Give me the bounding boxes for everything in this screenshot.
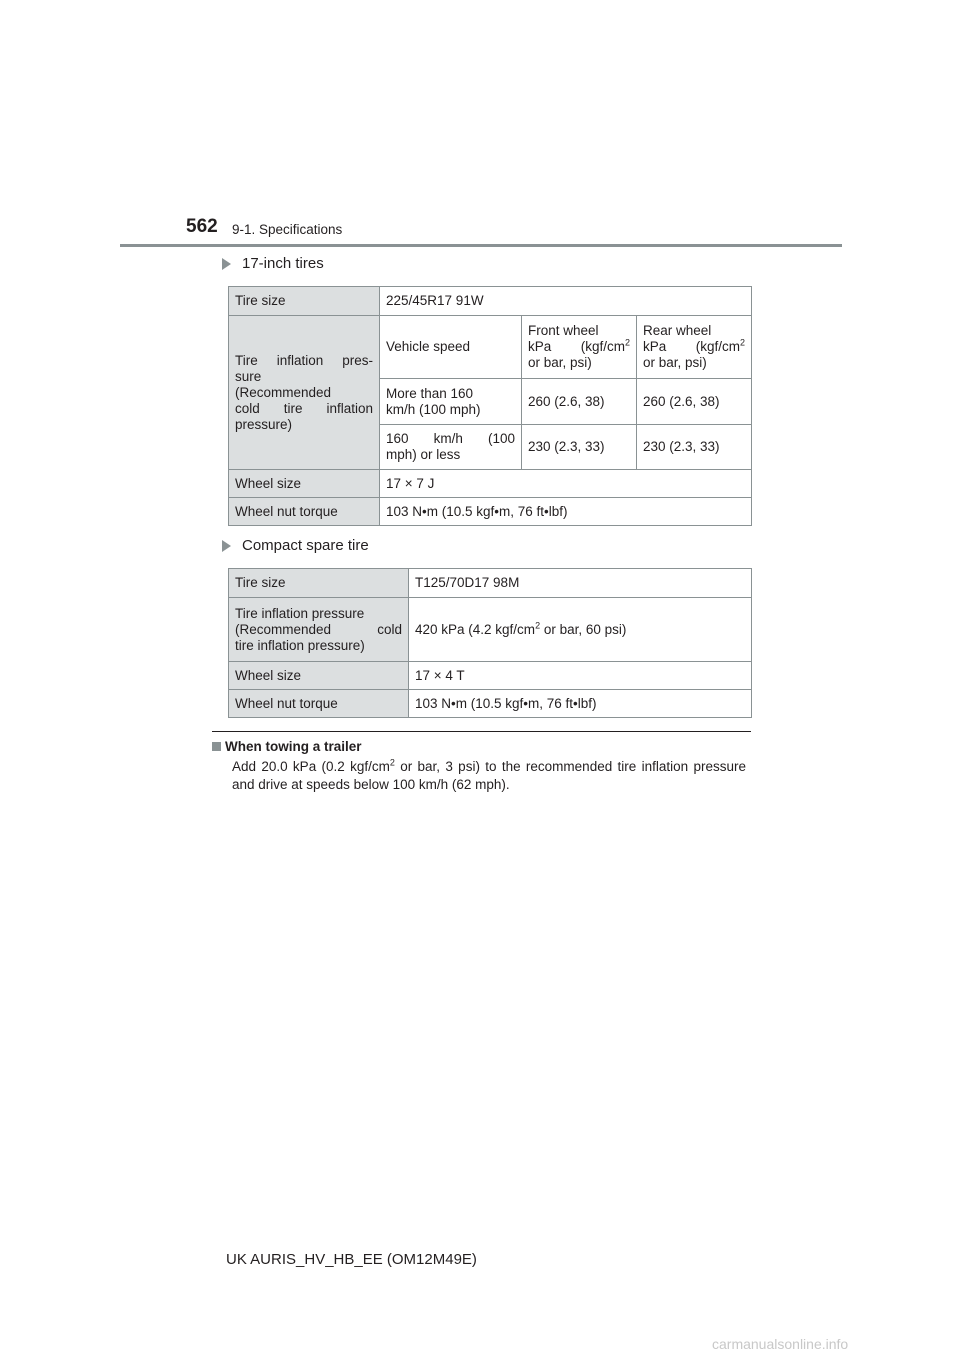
footer-model: UK AURIS_HV_HB_EE (OM12M49E) [226,1251,477,1268]
header-line: or bar, psi) [528,355,592,370]
pressure-value: 420 kPa (4.2 kgf/$cm^2$ or bar, 60 psi) [409,598,752,662]
note-divider [212,731,751,732]
wheel-size-label: Wheel size [229,662,409,690]
note-body: Add 20.0 kPa (0.2 kgf/$cm^2$ or bar, 3 psi) to the recommended tire inflation pressure and drive at speeds below 100 km/h (62 mph). [232,757,746,792]
nut-torque-value: 103 N•m (10.5 kgf•m, 76 ft•lbf) [380,498,752,526]
wheel-size-value: 17 × 7 J [380,470,752,498]
speed-cell: More than 160 km/h (100 mph) [380,379,522,425]
header-line: Front wheel [528,323,599,338]
front-pressure-cell: 230 (2.3, 33) [522,425,637,470]
table-row [229,598,752,662]
tire-size-label: Tire size [229,569,409,598]
pressure-label [229,598,409,662]
header-line: or bar, psi) [643,355,707,370]
tire-size-label: Tire size [229,287,380,316]
subheading-compact-spare [222,537,369,554]
table-row [229,287,752,316]
spec-table-17-inch [228,286,752,526]
pressure-label [229,316,380,470]
front-pressure-cell: 260 (2.6, 38) [522,379,637,425]
triangle-bullet-icon [222,540,231,552]
wheel-size-value: 17 × 4 T [409,662,752,690]
header-line: kPa ($kgf/cm^2$ [528,337,630,354]
note-title [212,739,362,754]
table-row [229,690,752,718]
table-row [229,316,752,379]
subheading-label: 17-inch tires [242,255,324,272]
speed-cell: 160 km/h (100 mph) or less [380,425,522,470]
tire-size-value: T125/70D17 98M [409,569,752,598]
pressure-label-line: Tire inflation pres- [235,352,373,368]
nut-torque-value: 103 N•m (10.5 kgf•m, 76 ft•lbf) [409,690,752,718]
pressure-label-line: Tire inflation pressure [235,605,365,621]
column-header-rear [637,316,752,379]
table-row [229,470,752,498]
nut-torque-label: Wheel nut torque [229,498,380,526]
rear-pressure-cell: 260 (2.6, 38) [637,379,752,425]
header-divider [120,244,842,247]
pressure-label-line: sure [235,368,262,384]
header-line: kPa ($kgf/cm^2$ [643,337,745,354]
pressure-label-line: (Recommended [235,384,332,400]
tire-size-value: 225/45R17 91W [380,287,752,316]
page-number: 562 [186,216,218,237]
pressure-label-line: cold tire inflation [235,400,373,416]
nut-torque-label: Wheel nut torque [229,690,409,718]
wheel-size-label: Wheel size [229,470,380,498]
note-title-text: When towing a trailer [225,739,362,754]
pressure-label-line: pressure) [235,416,293,432]
section-title: 9-1. Specifications [232,222,343,237]
subheading-17-inch [222,255,324,272]
table-row [229,498,752,526]
pressure-label-line: tire inflation pressure) [235,637,365,653]
column-header-speed: Vehicle speed [380,316,522,379]
triangle-bullet-icon [222,258,231,270]
rear-pressure-cell: 230 (2.3, 33) [637,425,752,470]
square-bullet-icon [212,742,221,751]
table-row [229,569,752,598]
subheading-label: Compact spare tire [242,537,369,554]
table-row [229,662,752,690]
column-header-front [522,316,637,379]
header-line: Rear wheel [643,323,712,338]
watermark: carmanualsonline.info [712,1336,849,1352]
pressure-label-line: (Recommended cold [235,621,402,637]
spec-table-compact-spare [228,568,752,718]
